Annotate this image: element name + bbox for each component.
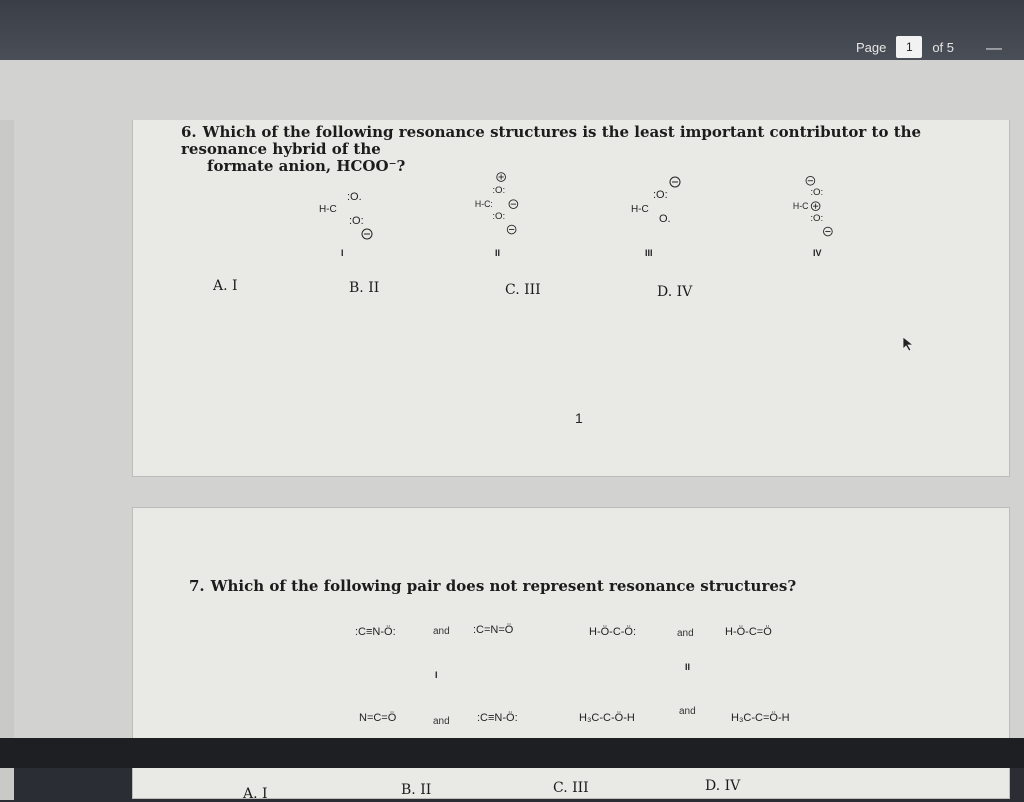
structure-i-hc: H-C — [319, 204, 337, 215]
question-6 — [181, 124, 1001, 175]
q6-choice-b[interactable]: B. II — [349, 280, 380, 296]
question-6-line2: formate anion, HCOO⁻? — [207, 157, 406, 175]
structure-iii-o2: O. — [659, 213, 671, 225]
pair-iii-right: :C≡N-Ö: — [477, 712, 518, 724]
screen-bezel — [0, 738, 1024, 768]
pair-ii-right: H-Ö-C=Ö — [725, 626, 772, 638]
structure-i-o2: :O: — [349, 215, 364, 227]
question-7 — [189, 578, 796, 595]
page-number-input[interactable]: 1 — [896, 36, 922, 58]
pair-ii-and: and — [677, 628, 694, 639]
formate-structure-iv — [785, 172, 855, 242]
viewport-left-edge — [0, 120, 14, 800]
pair-i-left: :C≡N-Ö: — [355, 626, 396, 638]
question-7-text: Which of the following pair does not represent resonance structures? — [210, 577, 797, 595]
pair-ii-label: II — [685, 662, 691, 672]
structure-ii-o2: :O: — [492, 211, 506, 222]
minimize-button[interactable]: — — [986, 40, 1002, 57]
q6-choice-c[interactable]: C. III — [505, 282, 541, 298]
page-total: of 5 — [932, 39, 954, 55]
formate-structure-i — [313, 180, 383, 250]
structure-ii-label: II — [495, 248, 501, 258]
q7-choice-b[interactable]: B. II — [401, 782, 432, 798]
pair-iv-left: H₃C-C-Ö-H — [579, 712, 635, 724]
pair-ii-left: H-Ö-C-Ö: — [589, 626, 637, 638]
q7-choice-d[interactable]: D. IV — [705, 778, 741, 794]
q7-choice-a[interactable]: A. I — [243, 786, 268, 802]
page-footer-number: 1 — [575, 410, 583, 426]
structure-iv-o2: :O: — [810, 213, 824, 224]
structure-iv-hc: H-C — [792, 200, 809, 211]
structure-iii-hc: H-C — [631, 204, 649, 215]
question-6-line1: Which of the following resonance structures is the least important contributor to the resonance hybrid of the — [181, 123, 922, 158]
pair-i-and: and — [433, 626, 450, 637]
q7-choice-c[interactable]: C. III — [553, 780, 589, 796]
pair-iv-right: H₃C-C=Ö-H — [731, 712, 790, 724]
pair-i-label: I — [435, 670, 438, 680]
structure-iv-o1: :O: — [810, 186, 824, 198]
document-viewport[interactable] — [0, 60, 1024, 802]
mouse-cursor-icon — [902, 336, 916, 352]
structure-iv-label: IV — [813, 248, 822, 258]
formate-structure-ii — [467, 170, 537, 240]
structure-iii-label: III — [645, 248, 653, 258]
pair-iii-and: and — [433, 716, 450, 727]
structure-i-label: I — [341, 248, 344, 258]
pair-i-right: :C=N=Ö — [473, 624, 514, 636]
structure-ii-hc: H-C: — [474, 198, 493, 209]
q6-choice-a[interactable]: A. I — [213, 278, 238, 294]
viewer-toolbar — [0, 0, 1024, 64]
pair-iv-and: and — [679, 706, 696, 717]
page-label: Page — [855, 39, 887, 55]
pair-iii-left: N=C=Ö — [359, 712, 397, 724]
structure-i-o1: :O. — [347, 191, 362, 203]
question-7-number: 7. — [189, 577, 205, 595]
page-1 — [132, 120, 1010, 477]
structure-ii-o1: :O: — [492, 184, 506, 196]
question-6-number: 6. — [181, 123, 197, 141]
structure-iii-o1: :O: — [653, 189, 668, 201]
formate-structure-iii — [627, 172, 697, 242]
page-navigator — [856, 36, 954, 58]
q6-choice-d[interactable]: D. IV — [657, 284, 693, 300]
